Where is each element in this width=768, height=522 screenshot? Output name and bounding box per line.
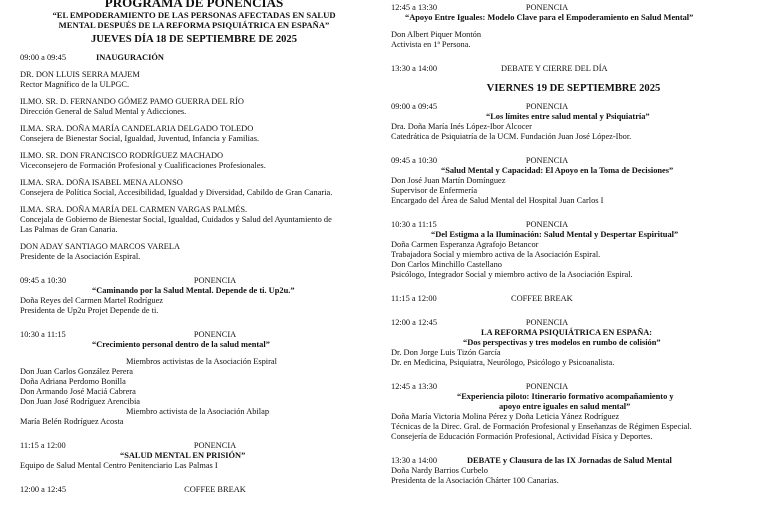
speaker-entry: [20, 242, 368, 262]
speaker-role: Equipo de Salud Mental Centro Penitenciario Las Palmas I: [20, 461, 218, 470]
session-limites: [391, 102, 756, 142]
program-title: PROGRAMA DE PONENCIAS: [104, 0, 284, 10]
speaker-role: Presidente de la Asociación Espiral.: [20, 252, 141, 261]
speaker-role: Concejala de Gobierno de Bienestar Social, Igualdad, Cuidados y Salud del Ayuntamiento de: [20, 215, 332, 224]
speaker-name: ILMA. SRA. DOÑA MARÍA CANDELARIA DELGADO TOLEDO: [20, 124, 254, 133]
member-name: Doña Adriana Perdomo Bonilla: [20, 377, 126, 386]
session-apoyo-iguales: [391, 3, 756, 50]
speaker-name: ILMO. SR. DON FRANCISCO RODRÍGUEZ MACHADO: [20, 151, 224, 160]
session-label: PONENCIA: [525, 318, 569, 327]
session-label: PONENCIA: [525, 220, 569, 229]
speaker-role: Supervisor de Enfermería: [391, 186, 478, 195]
session-title: “Los límites entre salud mental y Psiquiatría”: [486, 112, 650, 121]
session-time: 11:15 a 12:00: [391, 294, 437, 303]
session-time: 10:30 a 11:15: [391, 220, 437, 229]
speaker-name: ILMO. SR. D. FERNANDO GÓMEZ PAMO GUERRA DEL RÍO: [20, 97, 244, 106]
speaker-role: Presidenta de la Asociación Chárter 100 Canarias.: [391, 476, 559, 485]
day-heading-friday: VIERNES 19 DE SEPTIEMBRE 2025: [486, 83, 661, 94]
session-time: 09:00 a 09:45: [391, 102, 438, 111]
subtitle-line-1: “EL EMPODERAMIENTO DE LAS PERSONAS AFECTADAS EN SALUD: [52, 10, 336, 20]
speaker-role: Consejera de Bienestar Social, Igualdad, Juventud, Infancia y Familias.: [20, 134, 260, 143]
session-time: 13:30 a 14:00: [391, 456, 438, 465]
speaker-name: Dr. Don Jorge Luis Tizón García: [391, 348, 501, 357]
session-title: “Apoyo Entre Iguales: Modelo Clave para el Empoderamiento en Salud Mental”: [405, 13, 694, 22]
session-experiencia: [391, 382, 756, 442]
subtitle-line-2: MENTAL DESPUÉS DE LA REFORMA PSIQUIÁTRICA EN ESPAÑA”: [58, 20, 330, 30]
speaker-role: Psicólogo, Integrador Social y miembro activo de la Asociación Espiral.: [391, 270, 633, 279]
speaker-entry: [20, 205, 368, 235]
speaker-name: Dra. Doña María Inés López-Ibor Alcocer: [391, 122, 532, 131]
session-time: 09:45 a 10:30: [391, 156, 438, 165]
session-title: “SALUD MENTAL EN PRISIÓN”: [120, 451, 246, 460]
speaker-name: DR. DON LLUIS SERRA MAJEM: [20, 70, 140, 79]
session-subtitle: “Dos perspectivas y tres modelos en rumbo de colisión”: [463, 338, 661, 347]
speaker-role: Consejería de Educación Formación Profesional, Actividad Física y Deportes.: [391, 432, 653, 441]
speaker-name: Doña Nardy Barrios Curbelo: [391, 466, 488, 475]
session-clausura: [391, 456, 756, 486]
speaker-role: Técnicas de la Direc. Gral. de Formación Profesional y Enseñanzas de Régimen Especial.: [391, 422, 692, 431]
session-label: COFFEE BREAK: [184, 485, 246, 494]
session-title: “Experiencia piloto: Itinerario formativo acompañamiento y: [457, 392, 674, 401]
group-heading: Miembros activistas de la Asociación Espiral: [126, 357, 277, 366]
speaker-role: Dr. en Medicina, Psiquiatra, Neurólogo, Psicólogo y Psicoanalista.: [391, 358, 615, 367]
session-estigma: [391, 220, 756, 280]
session-label: INAUGURACIÓN: [96, 53, 164, 62]
session-label: COFFEE BREAK: [511, 294, 573, 303]
speaker-name: Don José Juan Martín Domínguez: [391, 176, 506, 185]
session-inauguration: [20, 53, 368, 63]
session-label: PONENCIA: [525, 156, 569, 165]
speaker-role: Consejera de Política Social, Accesibilidad, Igualdad y Diversidad, Cabildo de Gran Canaria.: [20, 188, 333, 197]
session-capacidad: [391, 156, 756, 206]
speaker-name: Doña Reyes del Carmen Martel Rodríguez: [20, 296, 164, 305]
speaker-role: Activista en 1ª Persona.: [391, 40, 471, 49]
session-time: 09:00 a 09:45: [20, 53, 67, 62]
session-title-cont: apoyo entre iguales en salud mental”: [499, 402, 631, 411]
session-title: “Del Estigma a la Iluminación: Salud Mental y Despertar Espiritual”: [431, 230, 679, 239]
speaker-name: Don Albert Piquer Montón: [391, 30, 482, 39]
member-name: Don Armando José Maciá Cabrera: [20, 387, 136, 396]
session-time: 11:15 a 12:00: [20, 441, 66, 450]
session-coffee-break: [20, 485, 368, 495]
session-label: PONENCIA: [193, 441, 237, 450]
speaker-entry: [20, 178, 368, 198]
speaker-name: DON ADAY SANTIAGO MARCOS VARELA: [20, 242, 181, 251]
session-ponencia-3: [20, 441, 368, 471]
speaker-entry: [20, 124, 368, 144]
session-label: DEBATE Y CIERRE DEL DÍA: [501, 64, 608, 73]
speaker-role: Presidenta de Up2u Projet Depende de ti.: [20, 306, 159, 315]
speaker-name: Doña María Victoria Molina Pérez y Doña Leticia Yánez Rodríguez: [391, 412, 620, 421]
session-label: DEBATE y Clausura de las IX Jornadas de Salud Mental: [467, 456, 672, 465]
session-title: “Caminando por la Salud Mental. Depende de ti. Up2u.”: [92, 286, 295, 295]
member-name: Don Juan José Rodríguez Arencibia: [20, 397, 141, 406]
left-column: [20, 0, 368, 502]
speaker-role: Encargado del Área de Salud Mental del Hospital Juan Carlos I: [391, 196, 604, 205]
right-column: [391, 0, 756, 493]
session-title: LA REFORMA PSIQUIÁTRICA EN ESPAÑA:: [481, 328, 653, 337]
speaker-role: Rector Magnífico de la ULPGC.: [20, 80, 130, 89]
session-ponencia-1: [20, 276, 368, 316]
session-label: PONENCIA: [525, 3, 569, 12]
speaker-name: Doña Carmen Esperanza Agrafojo Betancor: [391, 240, 539, 249]
session-title: “Crecimiento personal dentro de la salud mental”: [92, 340, 270, 349]
member-name: Don Juan Carlos González Perera: [20, 367, 134, 376]
session-time: 12:45 a 13:30: [391, 382, 438, 391]
session-time: 13:30 a 14:00: [391, 64, 438, 73]
session-label: PONENCIA: [193, 330, 237, 339]
session-coffee-break: [391, 294, 756, 304]
session-label: PONENCIA: [193, 276, 237, 285]
speaker-name: Don Carlos Minchillo Castellano: [391, 260, 502, 269]
day-heading-thursday: JUEVES DÍA 18 DE SEPTIEMBRE DE 2025: [90, 34, 298, 45]
session-label: PONENCIA: [525, 382, 569, 391]
session-time: 09:45 a 10:30: [20, 276, 67, 285]
speaker-role: Trabajadora Social y miembro activa de la Asociación Espiral.: [391, 250, 601, 259]
speaker-role: Dirección General de Salud Mental y Adicciones.: [20, 107, 187, 116]
session-time: 12:00 a 12:45: [391, 318, 438, 327]
session-ponencia-2: [20, 330, 368, 427]
session-label: PONENCIA: [525, 102, 569, 111]
session-time: 12:45 a 13:30: [391, 3, 438, 12]
speaker-name: ILMA. SRA. DOÑA ISABEL MENA ALONSO: [20, 178, 183, 187]
speaker-role-cont: Las Palmas de Gran Canaria.: [20, 225, 118, 234]
session-time: 12:00 a 12:45: [20, 485, 67, 494]
session-reforma: [391, 318, 756, 368]
speaker-entry: [20, 97, 368, 117]
speaker-role: Viceconsejero de Formación Profesional y Cualificaciones Profesionales.: [20, 161, 266, 170]
member-name: María Belén Rodríguez Acosta: [20, 417, 124, 426]
program-subtitle: [20, 10, 368, 30]
session-title: “Salud Mental y Capacidad: El Apoyo en la Toma de Decisiones”: [441, 166, 674, 175]
speaker-entry: [20, 151, 368, 171]
session-debate-cierre: [391, 64, 756, 74]
session-time: 10:30 a 11:15: [20, 330, 66, 339]
speaker-role: Catedrática de Psiquiatría de la UCM. Fundación Juan José López-Ibor.: [391, 132, 632, 141]
group-heading: Miembro activista de la Asociación Abilap: [126, 407, 270, 416]
speaker-entry: [20, 70, 368, 90]
speaker-name: ILMA. SRA. DOÑA MARÍA DEL CARMEN VARGAS PALMÉS.: [20, 205, 248, 214]
